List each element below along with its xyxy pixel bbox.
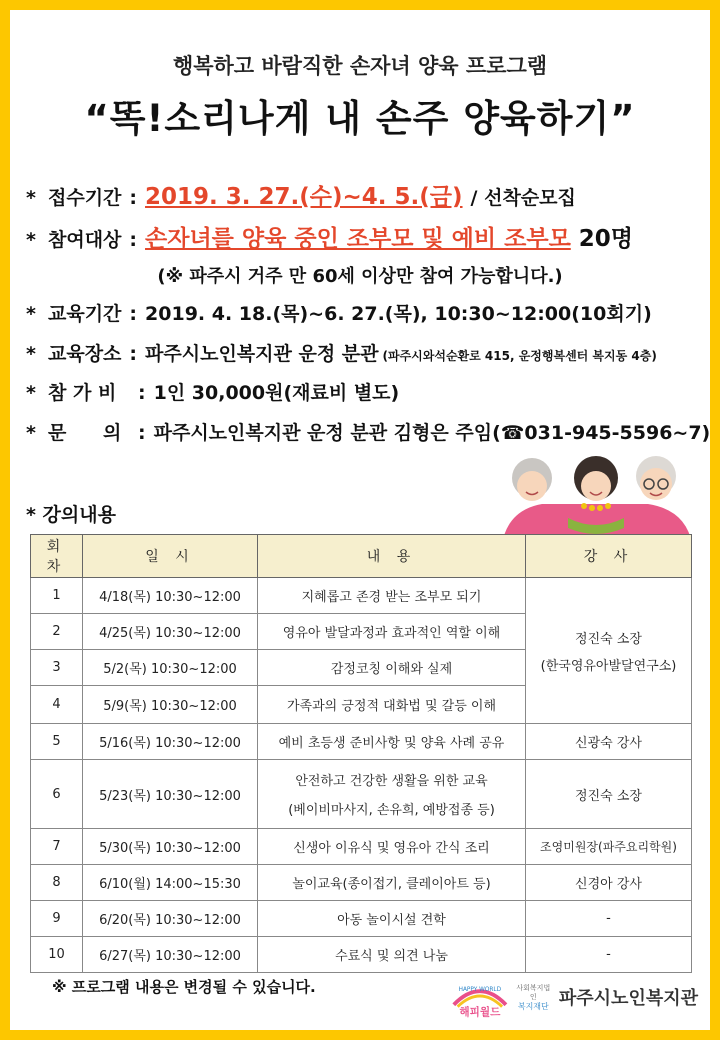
logo-foundation-text: 사회복지법인 복지재단 xyxy=(516,983,551,1011)
session-date: 5/30(목) 10:30~12:00 xyxy=(83,829,258,865)
table-row xyxy=(31,578,692,614)
welfare-center-logo xyxy=(448,972,698,1022)
session-date: 6/20(목) 10:30~12:00 xyxy=(83,901,258,937)
session-content: 수료식 및 의견 나눔 xyxy=(258,937,526,973)
period-value: 2019. 4. 18.(목)~6. 27.(목), 10:30~12:00(10회기) xyxy=(145,303,652,325)
session-number: 9 xyxy=(31,901,83,937)
session-date: 4/25(목) 10:30~12:00 xyxy=(83,614,258,650)
session-content: 가족과의 긍정적 대화법 및 갈등 이해 xyxy=(258,686,526,724)
schedule-table xyxy=(30,534,692,973)
session-number: 8 xyxy=(31,865,83,901)
info-target: * 참여대상 : 손자녀를 양육 중인 조부모 및 예비 조부모 20명 xyxy=(26,220,633,253)
program-title: “똑!소리나게 내 손주 양육하기” xyxy=(84,97,636,140)
session-content: 예비 초등생 준비사항 및 양육 사례 공유 xyxy=(258,724,526,760)
session-instructor xyxy=(526,578,692,724)
session-date: 5/9(목) 10:30~12:00 xyxy=(83,686,258,724)
instructor-name: 정진숙 소장 xyxy=(575,631,642,647)
session-content: 영유아 발달과정과 효과적인 역할 이해 xyxy=(258,614,526,650)
header-session: 회 차 xyxy=(31,535,83,578)
happy-world-logo-icon xyxy=(448,975,512,1019)
period-label: 교육기간 xyxy=(48,303,122,325)
info-period: * 교육기간 : 2019. 4. 18.(목)~6. 27.(목), 10:30~12:00(10회기) xyxy=(26,299,652,326)
fee-value: 1인 30,000원(재료비 별도) xyxy=(153,382,400,404)
svg-text:HAPPY WORLD: HAPPY WORLD xyxy=(458,987,502,994)
table-row xyxy=(31,724,692,760)
program-subtitle: 행복하고 바람직한 손자녀 양육 프로그램 xyxy=(172,54,548,78)
session-number: 4 xyxy=(31,686,83,724)
table-row xyxy=(31,937,692,973)
session-number: 1 xyxy=(31,578,83,614)
target-count: 20명 xyxy=(578,226,634,252)
session-date: 4/18(목) 10:30~12:00 xyxy=(83,578,258,614)
place-label: 교육장소 xyxy=(48,343,122,365)
session-date: 6/27(목) 10:30~12:00 xyxy=(83,937,258,973)
session-content: 지혜롭고 존경 받는 조부모 되기 xyxy=(258,578,526,614)
session-instructor: - xyxy=(526,901,692,937)
header-datetime: 일 시 xyxy=(83,535,258,578)
table-row xyxy=(31,760,692,829)
section-title: * 강의내용 xyxy=(26,504,116,526)
session-content: 놀이교육(종이접기, 클레이아트 등) xyxy=(258,865,526,901)
fee-label: 참 가 비 xyxy=(48,382,117,404)
session-instructor: 신광숙 강사 xyxy=(526,724,692,760)
header-instructor: 강 사 xyxy=(526,535,692,578)
session-content: 신생아 이유식 및 영유아 간식 조리 xyxy=(258,829,526,865)
session-instructor: 정진숙 소장 xyxy=(526,760,692,829)
session-number: 3 xyxy=(31,650,83,686)
session-content: 아동 놀이시설 견학 xyxy=(258,901,526,937)
session-date: 5/23(목) 10:30~12:00 xyxy=(83,760,258,829)
info-fee: * 참 가 비 : 1인 30,000원(재료비 별도) xyxy=(26,378,399,405)
session-number: 5 xyxy=(31,724,83,760)
session-number: 6 xyxy=(31,760,83,829)
session-content xyxy=(258,760,526,829)
session-content-line: (베이비마사지, 손유희, 예방접종 등) xyxy=(288,803,495,818)
reception-suffix: / 선착순모집 xyxy=(470,187,576,209)
center-name: 파주시노인복지관 xyxy=(558,988,698,1009)
target-note: (※ 파주시 거주 만 60세 이상만 참여 가능합니다.) xyxy=(157,266,563,287)
session-number: 10 xyxy=(31,937,83,973)
table-row xyxy=(31,901,692,937)
place-value: 파주시노인복지관 운정 분관 xyxy=(145,343,379,365)
session-instructor: - xyxy=(526,937,692,973)
session-number: 2 xyxy=(31,614,83,650)
session-date: 5/16(목) 10:30~12:00 xyxy=(83,724,258,760)
header-content: 내 용 xyxy=(258,535,526,578)
reception-label: 접수기간 xyxy=(48,187,122,209)
contact-value: 파주시노인복지관 운정 분관 김형은 주임(☎031-945-5596~7) xyxy=(153,422,711,444)
reception-period: 2019. 3. 27.(수)~4. 5.(금) xyxy=(145,184,463,210)
table-row xyxy=(31,865,692,901)
session-instructor: 신경아 강사 xyxy=(526,865,692,901)
session-content-line: 안전하고 건강한 생활을 위한 교육 xyxy=(295,774,488,789)
info-reception: * 접수기간 : 2019. 3. 27.(수)~4. 5.(금) / 선착순모집 xyxy=(26,178,576,211)
contact-label: 문 의 xyxy=(48,422,122,444)
session-date: 5/2(목) 10:30~12:00 xyxy=(83,650,258,686)
target-label: 참여대상 xyxy=(48,229,122,251)
info-contact: * 문 의 : 파주시노인복지관 운정 분관 김형은 주임(☎031-945-5596~7) xyxy=(26,418,710,445)
table-header-row xyxy=(31,535,692,578)
change-notice: ※ 프로그램 내용은 변경될 수 있습니다. xyxy=(52,978,316,996)
instructor-org: (한국영유아발달연구소) xyxy=(540,658,677,674)
session-number: 7 xyxy=(31,829,83,865)
table-row xyxy=(31,829,692,865)
target-value: 손자녀를 양육 중인 조부모 및 예비 조부모 xyxy=(145,226,571,252)
info-place: * 교육장소 : 파주시노인복지관 운정 분관 (파주시와석순환로 415, 운정행복센터 복지동 4층) xyxy=(26,339,657,366)
session-date: 6/10(월) 14:00~15:30 xyxy=(83,865,258,901)
svg-text:해피월드: 해피월드 xyxy=(459,1005,501,1019)
session-instructor: 조영미원장(파주요리학원) xyxy=(526,829,692,865)
session-content: 감정코칭 이해와 실제 xyxy=(258,650,526,686)
place-address: (파주시와석순환로 415, 운정행복센터 복지동 4층) xyxy=(382,349,657,363)
grandparents-illustration xyxy=(498,448,694,544)
